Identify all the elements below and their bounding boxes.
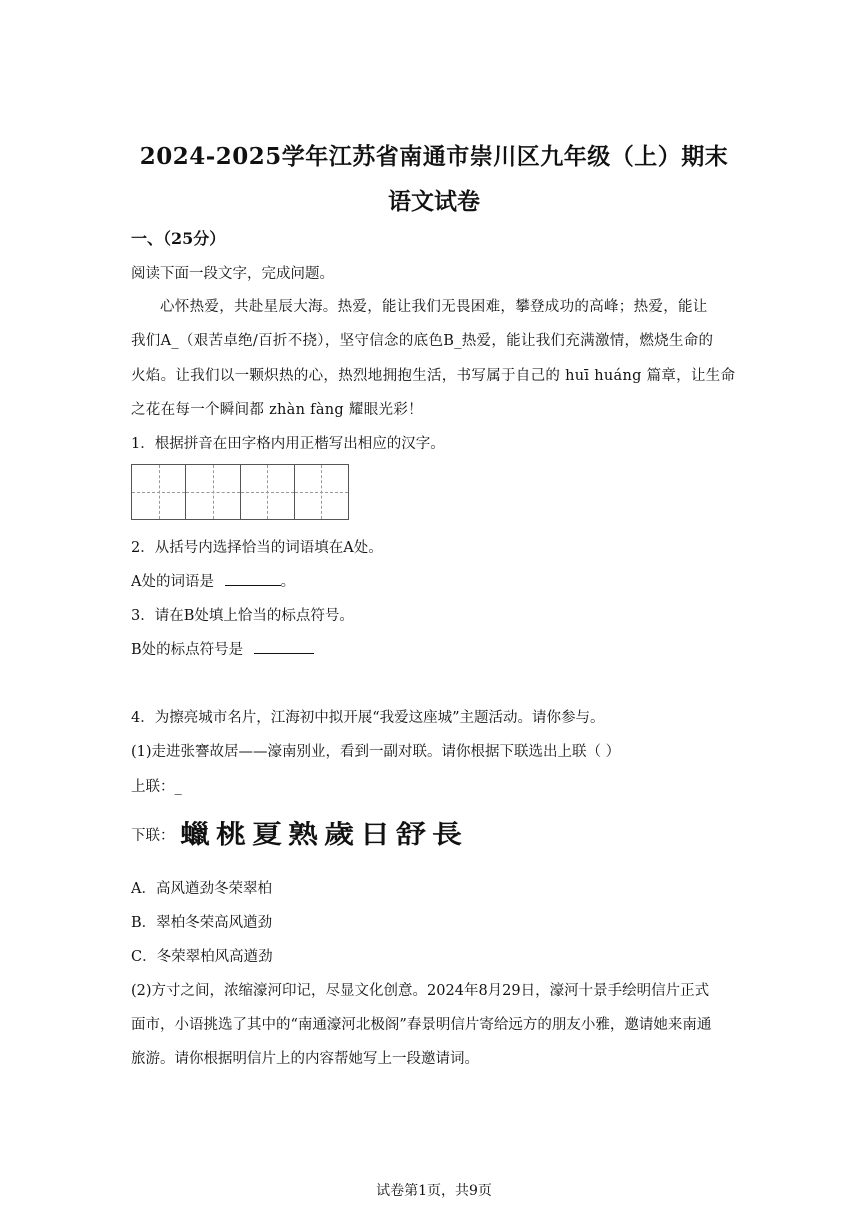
section-heading: 一、（25分） — [131, 229, 226, 248]
q2-answer-tail: 。 — [280, 574, 296, 590]
upper-couplet-label: 上联：_ — [131, 779, 182, 795]
exam-title: 2024-2025学年江苏省南通市崇川区九年级（上）期末 — [139, 143, 729, 170]
tianzige-grid[interactable] — [131, 464, 349, 520]
reading-instruction: 阅读下面一段文字，完成问题。 — [131, 266, 334, 282]
option-c: C．冬荣翠柏风高遒劲 — [131, 949, 273, 965]
question-4-2-line-2: 面市，小语挑选了其中的“南通濠河北极阁”春景明信片寄给远方的朋友小雅，邀请她来南通 — [131, 1017, 712, 1033]
option-a: A．高风遒劲冬荣翠柏 — [131, 881, 272, 897]
question-1: 1．根据拼音在田字格内用正楷写出相应的汉字。 — [131, 436, 445, 452]
passage-line-1: 心怀热爱，共赴星辰大海。热爱，能让我们无畏困难，攀登成功的高峰；热爱，能让 — [160, 299, 708, 315]
passage-line-3: 火焰。让我们以一颗炽热的心，热烈地拥抱生活，书写属于自己的 huī huáng 篇章，让生命 — [131, 368, 736, 384]
option-b: B．翠柏冬荣高风遒劲 — [131, 915, 273, 931]
q2-answer-blank[interactable] — [225, 571, 281, 586]
q2-answer-label: A处的词语是 — [131, 574, 214, 590]
question-2: 2．从括号内选择恰当的词语填在A处。 — [131, 540, 383, 556]
tianzige-cell[interactable] — [132, 465, 186, 519]
q3-answer-blank[interactable] — [254, 639, 314, 654]
q3-answer-line — [131, 638, 314, 659]
q2-answer-line — [131, 570, 295, 591]
question-4-2-line-1: (2)方寸之间，浓缩濠河印记，尽显文化创意。2024年8月29日，濠河十景手绘明信片正式 — [131, 983, 710, 999]
question-4: 4．为擦亮城市名片，江海初中拟开展“我爱这座城”主题活动。请你参与。 — [131, 710, 605, 726]
tianzige-cell[interactable] — [241, 465, 295, 519]
lower-couplet-label: 下联： — [131, 828, 175, 844]
passage-line-4: 之花在每一个瞬间都 zhàn fàng 耀眼光彩！ — [131, 402, 423, 418]
q3-answer-label: B处的标点符号是 — [131, 642, 244, 658]
tianzige-cell[interactable] — [295, 465, 348, 519]
lower-couplet-calligraphy: 蠟桃夏熟歲日舒長 — [180, 820, 468, 850]
question-4-2-line-3: 旅游。请你根据明信片上的内容帮她写上一段邀请词。 — [131, 1051, 479, 1067]
tianzige-cell[interactable] — [186, 465, 240, 519]
exam-subtitle: 语文试卷 — [388, 188, 480, 215]
passage-line-2: 我们A_（艰苦卓绝/百折不挠），坚守信念的底色B_热爱，能让我们充满激情，燃烧生命的 — [131, 333, 714, 349]
question-3: 3．请在B处填上恰当的标点符号。 — [131, 608, 354, 624]
page-footer: 试卷第1页，共9页 — [376, 1183, 492, 1199]
question-4-1: (1)走进张謇故居——濠南别业，看到一副对联。请你根据下联选出上联（ ） — [131, 744, 621, 760]
